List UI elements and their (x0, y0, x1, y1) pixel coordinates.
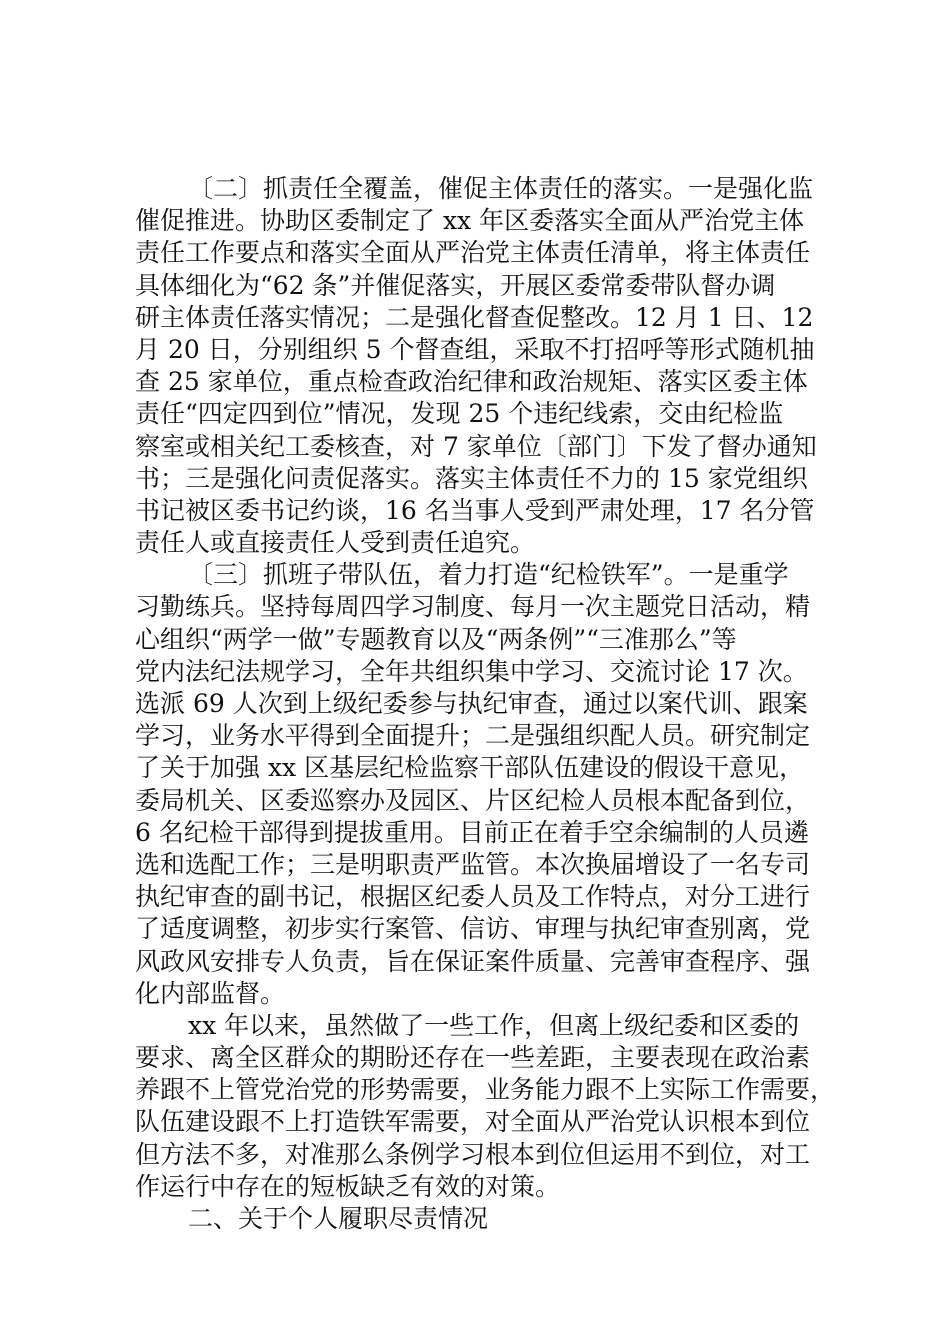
paragraph-3-line-8: 委局机关、区委巡察办及园区、片区纪检人员根本配备到位， (135, 785, 811, 815)
paragraph-2-line-2: 催促推进。协助区委制定了 xx 年区委落实全面从严治党主体 (135, 206, 805, 236)
paragraph-4-line-1: xx 年以来，虽然做了一些工作，但离上级纪委和区委的 (188, 1010, 800, 1040)
paragraph-2-line-10: 书；三是强化问责促落实。落实主体责任不力的 15 家党组织 (135, 463, 808, 493)
paragraph-2-line-6: 月 20 日，分别组织 5 个督查组，采取不打招呼等形式随机抽 (135, 334, 815, 364)
paragraph-4-line-2: 要求、离全区群众的期盼还存在一些差距，主要表现在政治素 (135, 1043, 811, 1073)
paragraph-2-line-12: 责任人或直接责任人受到责任追究。 (135, 528, 536, 558)
paragraph-4-line-4: 队伍建设跟不上打造铁军需要，对全面从严治党认识根本到位 (135, 1107, 811, 1137)
section-heading: 二、关于个人履职尽责情况 (188, 1204, 489, 1233)
paragraph-2-line-3: 责任工作要点和落实全面从严治党主体责任清单，将主体责任 (135, 238, 811, 268)
paragraph-2-line-8: 责任“四定四到位”情况，发现 25 个违纪线索，交由纪检监 (135, 399, 784, 429)
paragraph-3-line-3: 心组织“两学一做”专题教育以及“两条例”“三准那么”等 (135, 624, 737, 654)
paragraph-2-line-5: 研主体责任落实情况；二是强化督查促整改。12 月 1 日、12 (135, 302, 814, 332)
paragraph-4-line-6: 作运行中存在的短板缺乏有效的对策。 (135, 1171, 561, 1201)
paragraph-3-line-1: 〔三〕抓班子带队伍，着力打造“纪检铁军”。一是重学 (188, 560, 789, 590)
paragraph-3-line-5: 选派 69 人次到上级纪委参与执纪审查，通过以案代训、跟案 (135, 689, 808, 718)
paragraph-3-line-4: 党内法纪法规学习，全年共组织集中学习、交流讨论 17 次。 (135, 656, 808, 686)
document-body (135, 173, 850, 1235)
paragraph-3-line-9: 6 名纪检干部得到提拔重用。目前正在着手空余编制的人员遴 (135, 817, 809, 847)
paragraph-3-line-13: 风政风安排专人负责，旨在保证案件质量、完善审查程序、强 (135, 946, 811, 976)
paragraph-3-line-2: 习勤练兵。坚持每周四学习制度、每月一次主题党日活动，精 (135, 592, 811, 622)
paragraph-3-line-7: 了关于加强 xx 区基层纪检监察干部队伍建设的假设干意见， (135, 753, 805, 783)
paragraph-4-line-5: 但方法不多，对准那么条例学习根本到位但运用不到位，对工 (135, 1139, 811, 1169)
paragraph-2-line-11: 书记被区委书记约谈，16 名当事人受到严肃处理，17 名分管 (135, 495, 815, 525)
paragraph-4-line-3: 养跟不上管党治党的形势需要，业务能力跟不上实际工作需要， (135, 1075, 836, 1105)
paragraph-2-line-9: 察室或相关纪工委核查，对 7 家单位〔部门〕下发了督办通知 (135, 431, 817, 461)
paragraph-3-line-6: 学习，业务水平得到全面提升；二是强组织配人员。研究制定 (135, 721, 811, 751)
paragraph-2-line-4: 具体细化为“62 条”并催促落实，开展区委常委带队督办调 (135, 270, 776, 300)
paragraph-2-line-1: 〔二〕抓责任全覆盖，催促主体责任的落实。一是强化监 (188, 174, 814, 203)
paragraph-3-line-11: 执纪审查的副书记，根据区纪委人员及工作特点，对分工进行 (135, 882, 811, 912)
paragraph-3-line-12: 了适度调整，初步实行案管、信访、审理与执纪审查别离，党 (135, 914, 811, 944)
paragraph-3-line-14: 化内部监督。 (135, 978, 286, 1008)
paragraph-3-line-10: 选和选配工作；三是明职责严监管。本次换届增设了一名专司 (135, 849, 811, 879)
paragraph-2-line-7: 查 25 家单位，重点检查政治纪律和政治规矩、落实区委主体 (135, 367, 808, 397)
